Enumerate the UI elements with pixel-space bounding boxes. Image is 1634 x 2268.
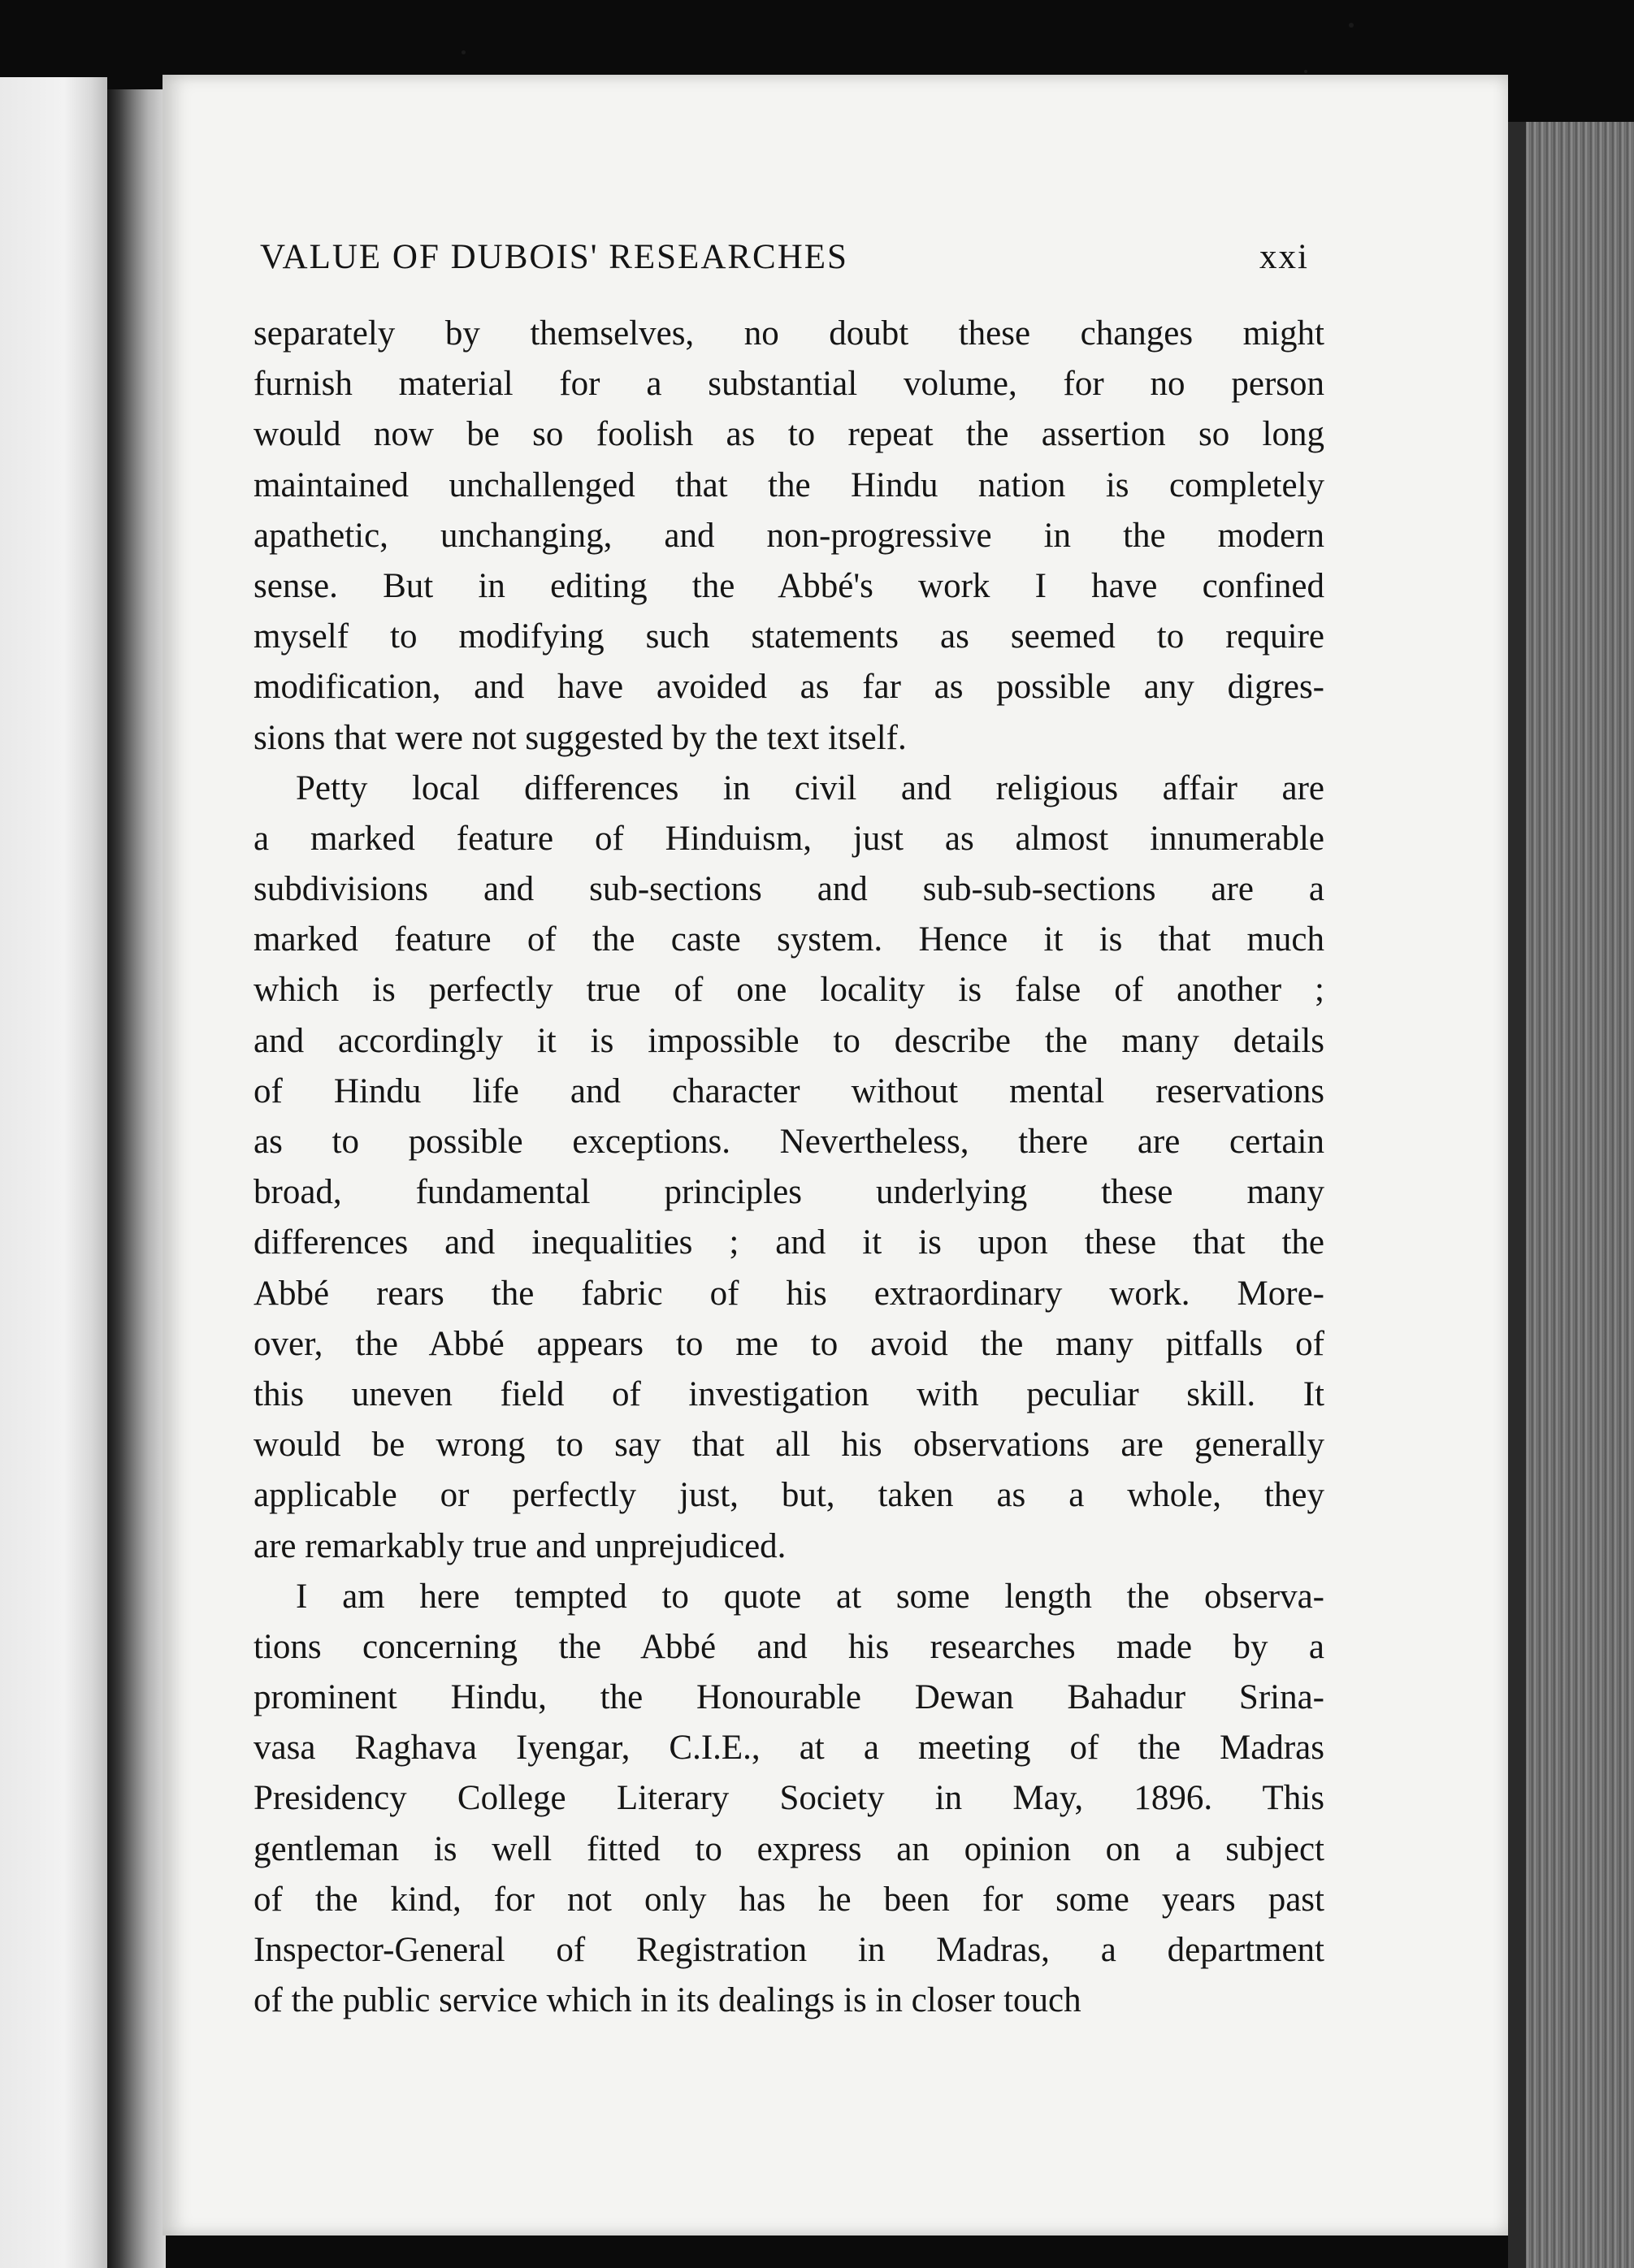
scan-speck bbox=[1349, 23, 1354, 28]
text-line: over, the Abbé appears to me to avoid the many pitfalls of bbox=[254, 1324, 1324, 1363]
running-head-title: VALUE OF DUBOIS' RESEARCHES bbox=[260, 238, 848, 276]
page-number: xxi bbox=[1259, 238, 1309, 276]
scan-speck bbox=[1304, 70, 1307, 73]
text-line: are remarkably true and unprejudiced. bbox=[254, 1526, 787, 1565]
facing-page-edge bbox=[0, 77, 107, 2268]
text-line: apathetic, unchanging, and non-progressive in the modern bbox=[254, 516, 1324, 555]
text-line: as to possible exceptions. Nevertheless, there are certain bbox=[254, 1123, 1324, 1161]
text-line: prominent Hindu, the Honourable Dewan Bahadur Srina- bbox=[254, 1678, 1324, 1717]
text-line: Presidency College Literary Society in May, 1896. This bbox=[254, 1779, 1324, 1818]
text-line: would be wrong to say that all his observations are generally bbox=[254, 1426, 1324, 1465]
text-line: would now be so foolish as to repeat the assertion so long bbox=[254, 415, 1324, 454]
text-line: modification, and have avoided as far as possible any digres- bbox=[254, 668, 1324, 707]
text-line: maintained unchallenged that the Hindu nation is completely bbox=[254, 465, 1324, 504]
text-line: furnish material for a substantial volume, for no person bbox=[254, 365, 1324, 404]
text-line: differences and inequalities ; and it is upon these that the bbox=[254, 1223, 1324, 1262]
text-line: of the public service which in its dealings is in closer touch bbox=[254, 1981, 1081, 2020]
text-line: a marked feature of Hinduism, just as almost innumerable bbox=[254, 819, 1324, 858]
text-line: Inspector-General of Registration in Madras, a department bbox=[254, 1931, 1324, 1969]
text-line: sense. But in editing the Abbé's work I have confined bbox=[254, 566, 1324, 605]
text-line: marked feature of the caste system. Hence it is that much bbox=[254, 920, 1324, 959]
paragraph bbox=[254, 764, 1324, 1572]
text-line: broad, fundamental principles underlying these many bbox=[254, 1173, 1324, 1212]
body-text bbox=[254, 309, 1324, 2026]
binding-gutter bbox=[107, 89, 166, 2268]
text-line: applicable or perfectly just, but, taken as a whole, they bbox=[254, 1476, 1324, 1515]
text-line: gentleman is well fitted to express an opinion on a subject bbox=[254, 1829, 1324, 1868]
text-line: Abbé rears the fabric of his extraordinary work. More- bbox=[254, 1274, 1324, 1313]
text-line: of the kind, for not only has he been for some years past bbox=[254, 1880, 1324, 1919]
paragraph bbox=[254, 1572, 1324, 2027]
text-line: this uneven field of investigation with peculiar skill. It bbox=[254, 1374, 1324, 1413]
text-line: I am here tempted to quote at some length the observa- bbox=[296, 1577, 1324, 1616]
text-line: subdivisions and sub-sections and sub-sub-sections are a bbox=[254, 870, 1324, 909]
page-stack-edge bbox=[1508, 122, 1634, 2268]
text-line: tions concerning the Abbé and his researches made by a bbox=[254, 1627, 1324, 1666]
scan-speck bbox=[462, 50, 466, 54]
paragraph bbox=[254, 309, 1324, 764]
text-line: and accordingly it is impossible to describe the many details bbox=[254, 1021, 1324, 1060]
text-line: separately by themselves, no doubt these changes might bbox=[254, 314, 1324, 353]
text-line: sions that were not suggested by the text itself. bbox=[254, 718, 907, 757]
text-line: of Hindu life and character without mental reservations bbox=[254, 1071, 1324, 1110]
text-line: which is perfectly true of one locality is false of another ; bbox=[254, 971, 1324, 1010]
text-line: vasa Raghava Iyengar, C.I.E., at a meeting of the Madras bbox=[254, 1729, 1324, 1768]
text-line: Petty local differences in civil and religious affair are bbox=[296, 768, 1324, 807]
running-head bbox=[260, 237, 1316, 277]
page-edge-shadow bbox=[1508, 122, 1526, 2268]
text-line: myself to modifying such statements as seemed to require bbox=[254, 617, 1324, 656]
